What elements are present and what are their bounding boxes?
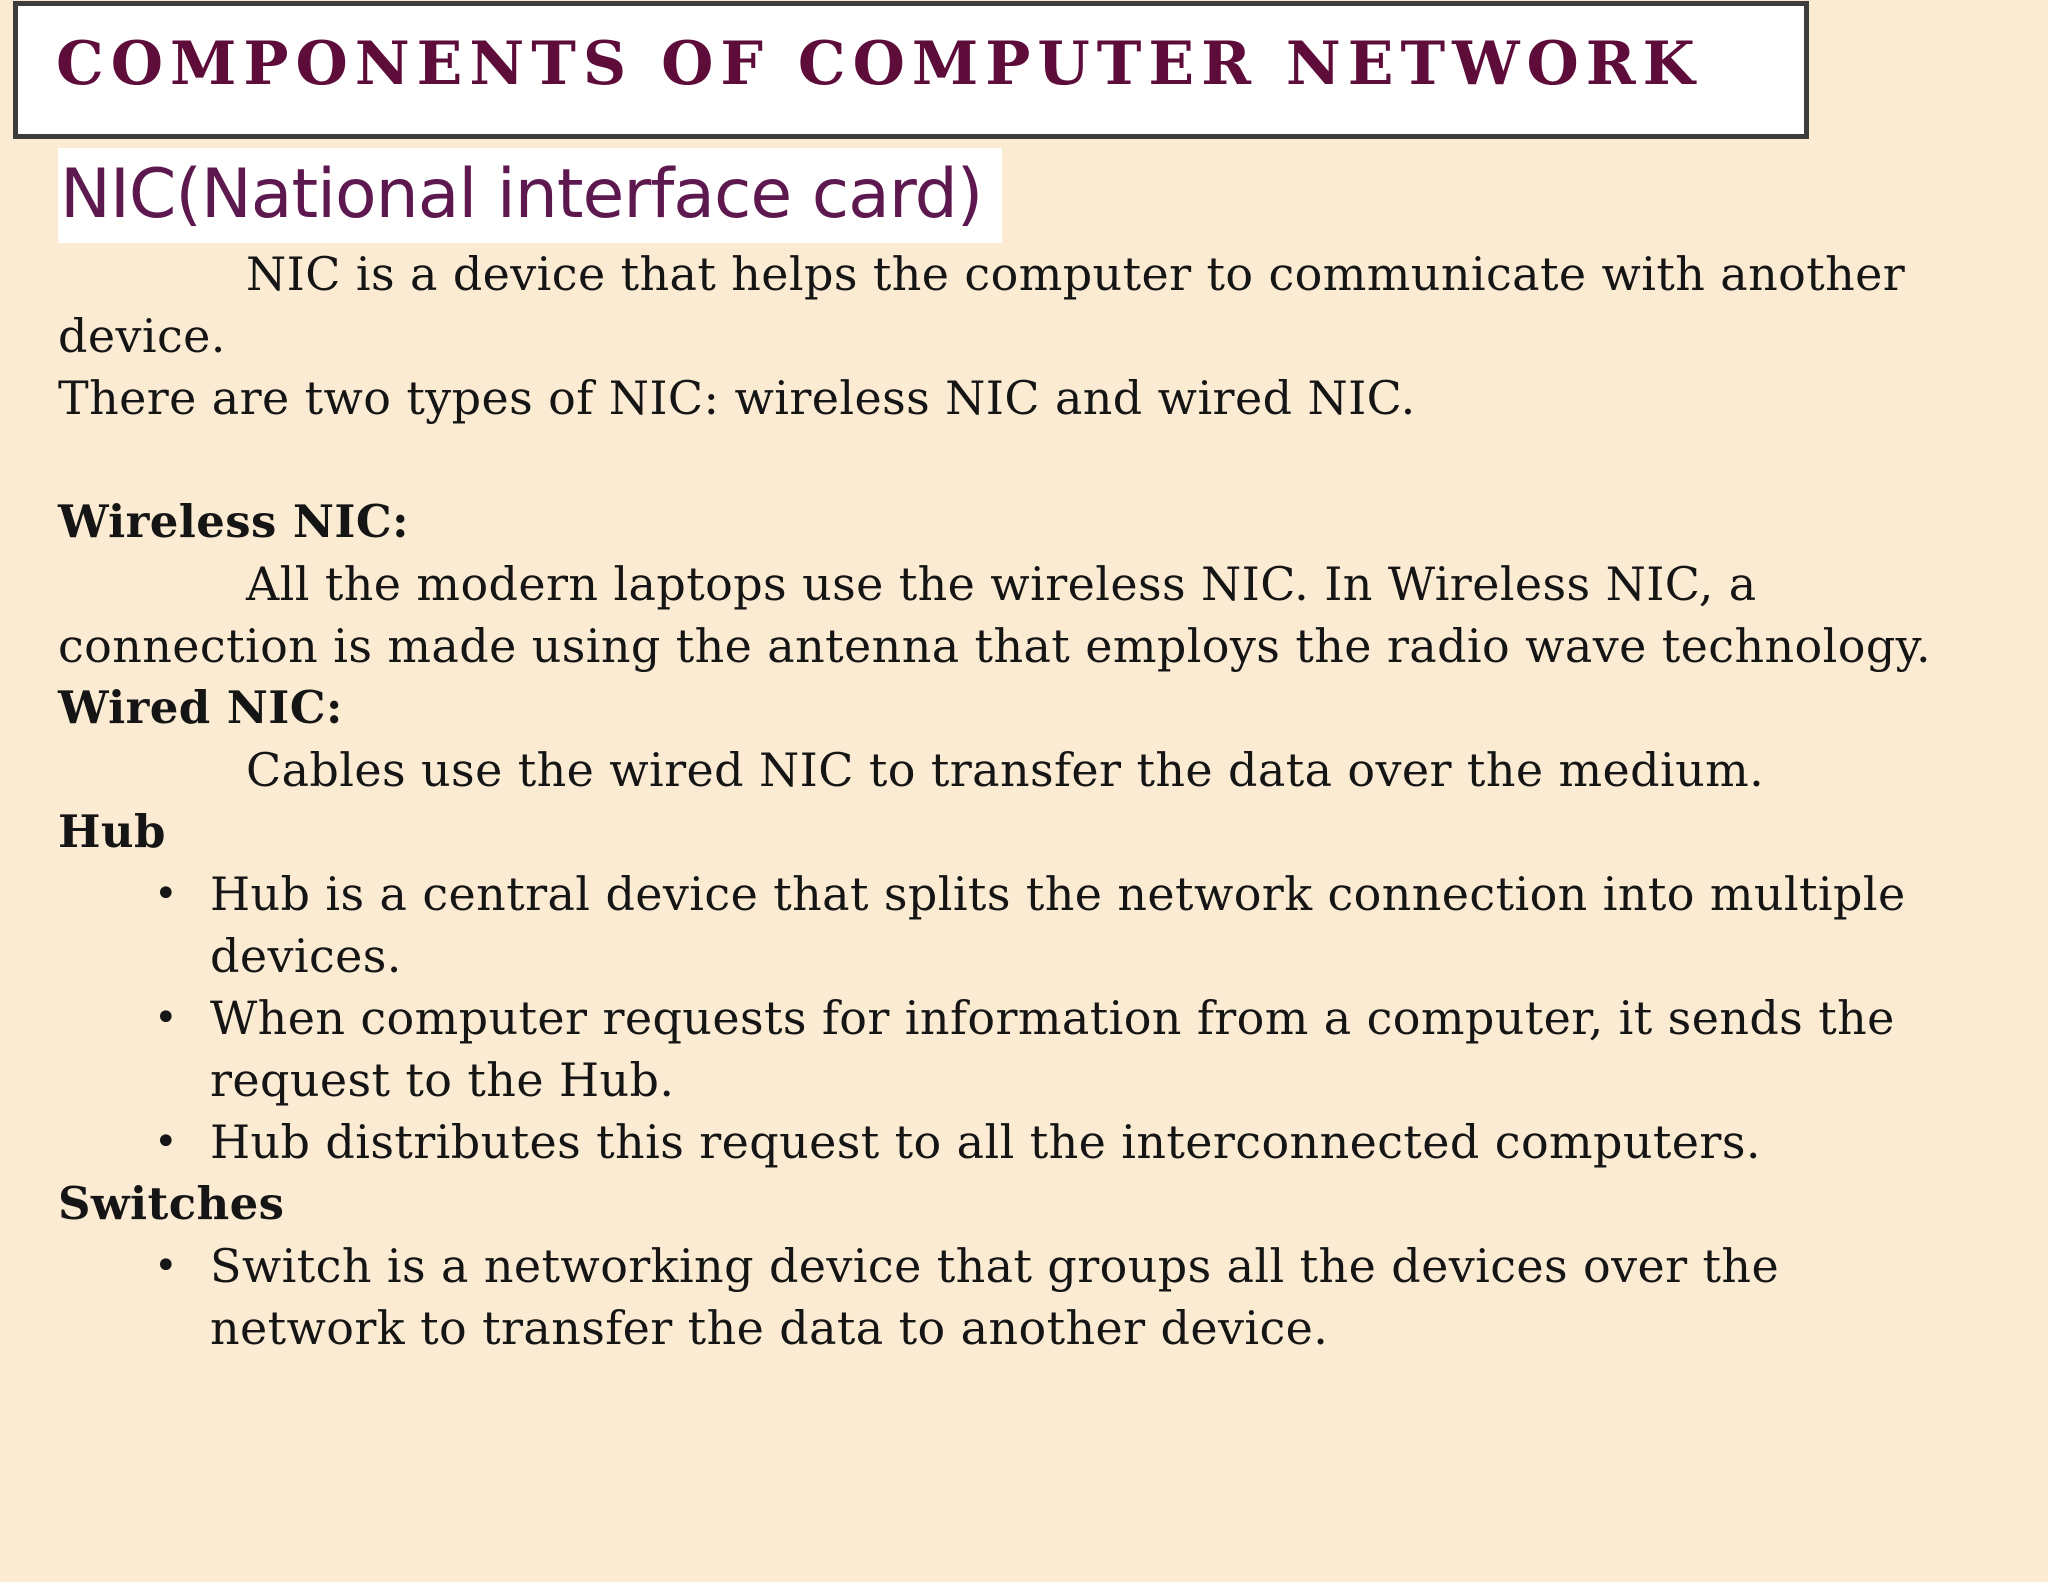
slide-title: COMPONENTS OF COMPUTER NETWORK <box>56 29 1702 99</box>
wired-nic-heading: Wired NIC: <box>58 681 343 734</box>
bullet-icon: • <box>154 1119 178 1165</box>
slide-subtitle: NIC(National interface card) <box>58 148 1002 243</box>
hub-bullet-item <box>154 1111 1958 1173</box>
hub-bullet-list <box>58 863 1958 1173</box>
hub-heading: Hub <box>58 805 166 858</box>
switches-bullet-item <box>154 1235 1958 1359</box>
wired-nic-paragraph: Cables use the wired NIC to transfer the data over the medium. <box>246 743 1765 797</box>
slide-content <box>58 243 1958 1359</box>
hub-bullet-item <box>154 987 1958 1111</box>
switches-heading: Switches <box>58 1177 285 1230</box>
nic-types-paragraph: There are two types of NIC: wireless NIC and wired NIC. <box>58 371 1416 425</box>
switches-bullet-list <box>58 1235 1958 1359</box>
bullet-icon: • <box>154 871 178 917</box>
hub-bullet-text: When computer requests for information from a computer, it sends the request to the Hub. <box>210 991 1895 1107</box>
bullet-icon: • <box>154 995 178 1041</box>
switches-bullet-text: Switch is a networking device that groups all the devices over the network to transfer the data to another device. <box>210 1239 1780 1355</box>
wireless-nic-paragraph: All the modern laptops use the wireless NIC. In Wireless NIC, a connection is made using the antenna that employs the radio wave technology. <box>58 557 1931 673</box>
bullet-icon: • <box>154 1243 178 1289</box>
nic-intro-paragraph: NIC is a device that helps the computer to communicate with another device. <box>58 247 1906 363</box>
hub-bullet-text: Hub is a central device that splits the network connection into multiple devices. <box>210 867 1906 983</box>
wireless-nic-heading: Wireless NIC: <box>58 495 410 548</box>
hub-bullet-item <box>154 863 1958 987</box>
hub-bullet-text: Hub distributes this request to all the interconnected computers. <box>210 1115 1761 1169</box>
paragraph-spacer <box>58 429 1958 491</box>
title-box <box>13 1 1809 139</box>
